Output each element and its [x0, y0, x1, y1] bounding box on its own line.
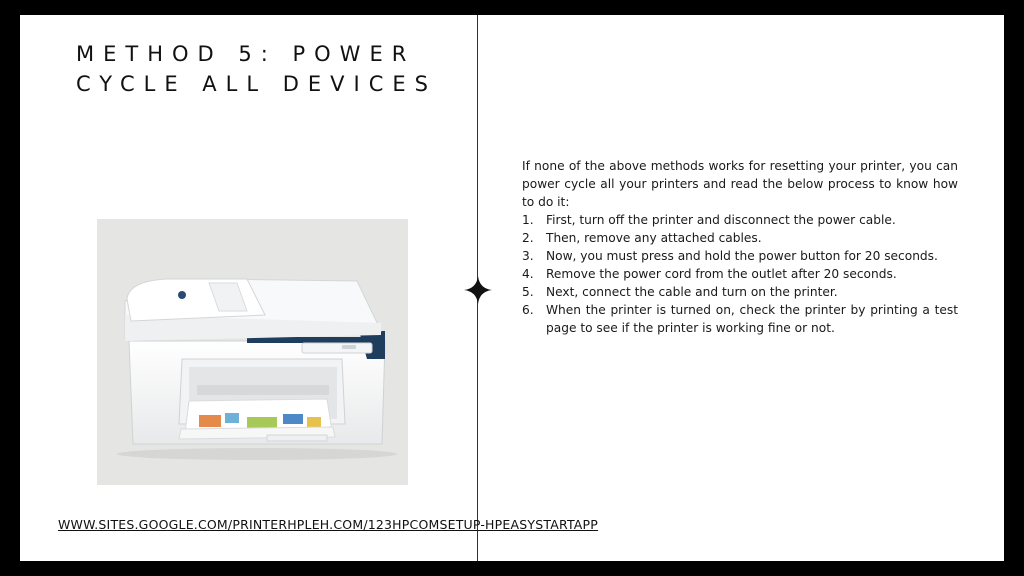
step-text: When the printer is turned on, check the printer by printing a test page to see if the printer is working fine or not.	[546, 303, 958, 335]
printer-photo	[97, 219, 408, 485]
list-item	[522, 301, 958, 337]
instructions-block	[522, 157, 958, 337]
intro-paragraph: If none of the above methods works for resetting your printer, you can power cycle all your printers and read the below process to know how to do it:	[522, 159, 958, 209]
list-item	[522, 265, 958, 283]
list-item	[522, 247, 958, 265]
list-item	[522, 229, 958, 247]
step-number: 3.	[522, 249, 534, 263]
list-item	[522, 283, 958, 301]
step-text: Now, you must press and hold the power button for 20 seconds.	[546, 249, 938, 263]
step-text: First, turn off the printer and disconnect the power cable.	[546, 213, 896, 227]
step-number: 4.	[522, 267, 534, 281]
step-number: 6.	[522, 303, 534, 317]
step-number: 1.	[522, 213, 534, 227]
step-text: Then, remove any attached cables.	[546, 231, 762, 245]
footer-url-link[interactable]: WWW.SITES.GOOGLE.COM/PRINTERHPLEH.COM/123HPCOMSETUP-HPEASYSTARTAPP	[58, 517, 599, 532]
sparkle-icon	[463, 275, 493, 305]
slide	[20, 15, 1004, 561]
list-item	[522, 211, 958, 229]
step-number: 2.	[522, 231, 534, 245]
step-number: 5.	[522, 285, 534, 299]
steps-list	[522, 211, 958, 337]
step-text: Remove the power cord from the outlet after 20 seconds.	[546, 267, 897, 281]
step-text: Next, connect the cable and turn on the printer.	[546, 285, 838, 299]
slide-title: METHOD 5: POWER CYCLE ALL DEVICES	[76, 42, 437, 96]
